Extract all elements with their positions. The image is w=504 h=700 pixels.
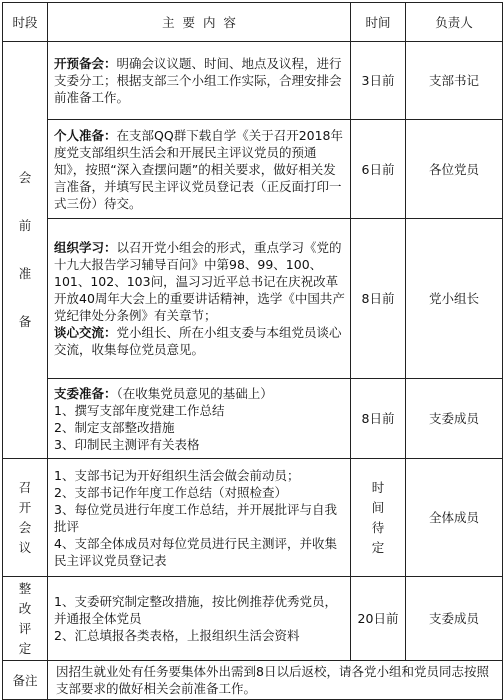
stage-meeting-label: 召开会议 bbox=[18, 479, 32, 555]
time-label: 时间待定 bbox=[371, 479, 385, 555]
content-cell bbox=[48, 577, 351, 661]
owner-cell: 支委成员 bbox=[406, 379, 503, 459]
header-time: 时间 bbox=[351, 3, 406, 42]
time-cell: 8日前 bbox=[351, 379, 406, 459]
stage-rectify bbox=[3, 577, 48, 661]
content-cell bbox=[48, 42, 351, 120]
table-row bbox=[3, 120, 503, 219]
stage-note: 备注 bbox=[3, 661, 48, 700]
table-row bbox=[3, 219, 503, 379]
list-item: 3、每位党员进行年度工作总结，并开展批评与自我批评 bbox=[54, 501, 337, 534]
owner-cell: 全体成员 bbox=[406, 459, 503, 577]
stage-pre bbox=[3, 42, 48, 459]
stage-rectify-label: 整改评定 bbox=[18, 580, 32, 656]
schedule-table bbox=[2, 2, 503, 700]
stage-pre-label: 会前准备 bbox=[18, 170, 32, 329]
row-text: （在收集党员意见的基础上） bbox=[116, 385, 273, 401]
list-item: 1、支部书记为开好组织生活会做会前动员； bbox=[54, 467, 300, 483]
content-cell bbox=[48, 459, 351, 577]
row-text: 以召开党小组会的形式，重点学习《党的十九大报告学习辅导百问》中第98、99、100、101、102、103问，温习习近平总书记在庆祝改革开放40周年大会上的重要讲话精神，选学《中国共产党纪律处分条例》有关章节； bbox=[54, 240, 345, 323]
owner-cell: 支部书记 bbox=[406, 42, 503, 120]
list-item: 2、制定支部整改措施 bbox=[54, 419, 175, 435]
time-cell: 20日前 bbox=[351, 577, 406, 661]
list-item: 1、撰写支部年度党建工作总结 bbox=[54, 402, 225, 418]
row-text-2: 党小组长、所在小组支委与本组党员谈心交流，收集每位党员意见。 bbox=[54, 325, 342, 357]
list-item: 3、印制民主测评有关表格 bbox=[54, 436, 200, 452]
header-content: 主 要 内 容 bbox=[48, 3, 351, 42]
list-item: 4、支部全体成员对每位党员进行民主测评，并收集民主评议党员登记表 bbox=[54, 535, 337, 568]
table-row bbox=[3, 379, 503, 459]
row-text: 明确会议议题、时间、地点及议程，进行支委分工；根据支部三个小组工作实际，合理安排会前准备工作。 bbox=[54, 56, 342, 105]
row-text: 在支部QQ群下载自学《关于召开2018年度党支部组织生活会和开展民主评议党员的预通知》，按照“深入查摆问题”的相关要求，做好相关发言准备，并填写民主评议党员登记表（正反面打印一式三份）待交。 bbox=[54, 127, 344, 211]
stage-meeting bbox=[3, 459, 48, 577]
owner-cell: 党小组长 bbox=[406, 219, 503, 379]
row-title: 个人准备： bbox=[54, 127, 117, 143]
list-item: 2、支部书记作年度工作总结（对照检查） bbox=[54, 484, 287, 500]
owner-cell: 支委成员 bbox=[406, 577, 503, 661]
note-row bbox=[3, 661, 503, 700]
list-item: 2、汇总填报各类表格，上报组织生活会资料 bbox=[54, 628, 300, 643]
owner-cell: 各位党员 bbox=[406, 120, 503, 219]
row-title-2: 谈心交流： bbox=[54, 325, 117, 340]
note-text: 因招生就业处有任务要集体外出需到8日以后返校，请各党小组和党员同志按照支部要求的做好相关会前准备工作。 bbox=[48, 661, 503, 700]
content-cell bbox=[48, 120, 351, 219]
time-cell bbox=[351, 459, 406, 577]
time-cell: 6日前 bbox=[351, 120, 406, 219]
content-cell bbox=[48, 379, 351, 459]
table-row bbox=[3, 42, 503, 120]
time-cell: 8日前 bbox=[351, 219, 406, 379]
table-row bbox=[3, 459, 503, 577]
time-cell: 3日前 bbox=[351, 42, 406, 120]
header-owner: 负责人 bbox=[406, 3, 503, 42]
row-title: 开预备会： bbox=[54, 56, 117, 71]
row-title: 组织学习： bbox=[54, 240, 117, 255]
list-item: 1、支委研究制定整改措施，按比例推荐优秀党员，并通报全体党员 bbox=[54, 594, 337, 626]
content-cell bbox=[48, 219, 351, 379]
header-row bbox=[3, 3, 503, 42]
table-row bbox=[3, 577, 503, 661]
row-title: 支委准备： bbox=[54, 385, 117, 401]
header-stage: 时段 bbox=[3, 3, 48, 42]
